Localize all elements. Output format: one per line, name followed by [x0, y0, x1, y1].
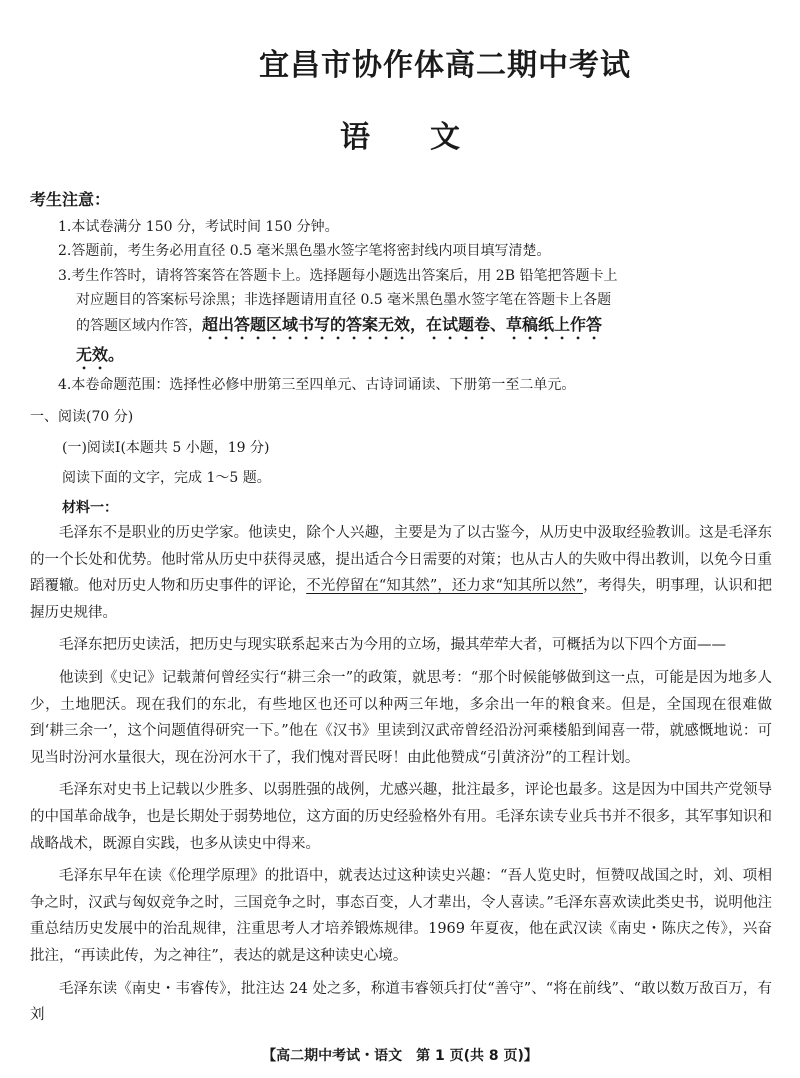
notice-item-1: 1.本试卷满分 150 分，考试时间 150 分钟。 [58, 218, 339, 235]
underlined-phrase: 不光停留在“知其然”，还力求“知其所以然” [306, 578, 584, 595]
subject-char-1: 语 [340, 120, 370, 155]
passage-paragraph: 毛泽东对史书上记载以少胜多、以弱胜强的战例，尤感兴趣，批注最多，评论也最多。这是因为中国共产党领导的中国革命战争，也是长期处于弱势地位，这方面的历史经验格外有用。毛泽东读专业兵书并不很多，其军事知识和战略战术，既源自实践，也多从读史中得来。 [30, 782, 772, 852]
exam-title: 宜昌市协作体高二期中考试 [259, 48, 631, 83]
passage-text: ，考得失，明事理，认识和把握历史规律。 [30, 578, 772, 621]
reading-passage [30, 520, 772, 1035]
passage-text: 毛泽东不是职业的历史学家。他读史，除个人兴趣，主要是为了以古鉴今，从历史中汲取经验教训。这是毛泽东的一个长处和优势。他时常从历史中获得灵感，提出适合今日需要的对策；也从古人的失败中得出教训，以免今日重蹈覆辙。他对历史人物和历史事件的评论， [30, 525, 772, 595]
candidate-notice [30, 188, 650, 397]
notice-item-4: 4.本卷命题范围：选择性必修中册第三至四单元、古诗词诵读、下册第一至二单元。 [58, 376, 576, 393]
notice-item-3 [30, 264, 650, 373]
notice-item-3-line-1: 3.考生作答时，请将答案答在答题卡上。选择题每小题选出答案后，用 2B 铅笔把答题卡上 [58, 267, 618, 284]
page-footer: 【高二期中考试・语文 第 1 页(共 8 页)】 [262, 1048, 538, 1064]
passage-paragraph [30, 520, 772, 626]
passage-paragraph: 毛泽东把历史读活，把历史与现实联系起来古为今用的立场，撮其荦荦大者，可概括为以下四个方面—— [59, 637, 726, 654]
notice-item-3-plain: 的答题区域内作答， [76, 317, 202, 334]
passage-paragraph: 毛泽东读《南史・韦睿传》，批注达 24 处之多，称道韦睿领兵打仗“善守”、“将在前线”、“敢以数万敌百万，有刘 [30, 980, 772, 1024]
notice-item-3-emphasis: 超出答题区域书写的答案无效，在试题卷、草稿纸上作答 [202, 314, 603, 334]
notice-item-2: 2.答题前，考生务必用直径 0.5 毫米黑色墨水签字笔将密封线内项目填写清楚。 [58, 243, 551, 259]
notice-heading: 考生注意： [30, 190, 111, 209]
subsection-title: (一)阅读Ⅰ(本题共 5 小题，19 分) [62, 440, 270, 456]
section-title: 一、阅读(70 分) [30, 409, 134, 425]
reading-instruction: 阅读下面的文字，完成 1～5 题。 [62, 470, 271, 486]
subject-title [0, 112, 800, 156]
passage-paragraph: 他读到《史记》记载萧何曾经实行“耕三余一”的政策，就思考：“那个时候能够做到这一点，可能是因为地多人少，土地肥沃。现在我们的东北，有些地区也还可以种两三年地，多余出一年的粮食来。但是，全国现在很难做到‘耕三余一’，这个问题值得研究一下。”他在《汉书》里读到汉武帝曾经沿汾河乘楼船到闻喜一带，就感慨地说：可见当时汾河水量很大，现在汾河水干了，我们愧对晋民呀！由此他赞成“引黄济汾”的工程计划。 [30, 669, 772, 766]
subject-char-2: 文 [430, 120, 460, 155]
notice-item-3-line-3 [58, 313, 650, 343]
material-label: 材料一： [62, 500, 118, 516]
notice-item-3-emphasis-end: 无效。 [76, 344, 125, 364]
notice-item-3-line-2: 对应题目的答案标号涂黑；非选择题请用直径 0.5 毫米黑色墨水签字笔在答题卡上各题 [76, 292, 612, 308]
passage-paragraph: 毛泽东早年在读《伦理学原理》的批语中，就表达过这种读史兴趣：“吾人览史时，恒赞叹战国之时，刘、项相争之时，汉武与匈奴竞争之时，三国竞争之时，事态百变，人才辈出，令人喜读。”毛泽东喜欢读此类史书，说明他注重总结历史发展中的治乱规律，注重思考人才培养锻炼规律。1969 年夏夜，他在武汉读《南史・陈庆之传》，兴奋批注，“再读此传，为之神往”，表达的就是这种读史心境。 [30, 868, 772, 964]
